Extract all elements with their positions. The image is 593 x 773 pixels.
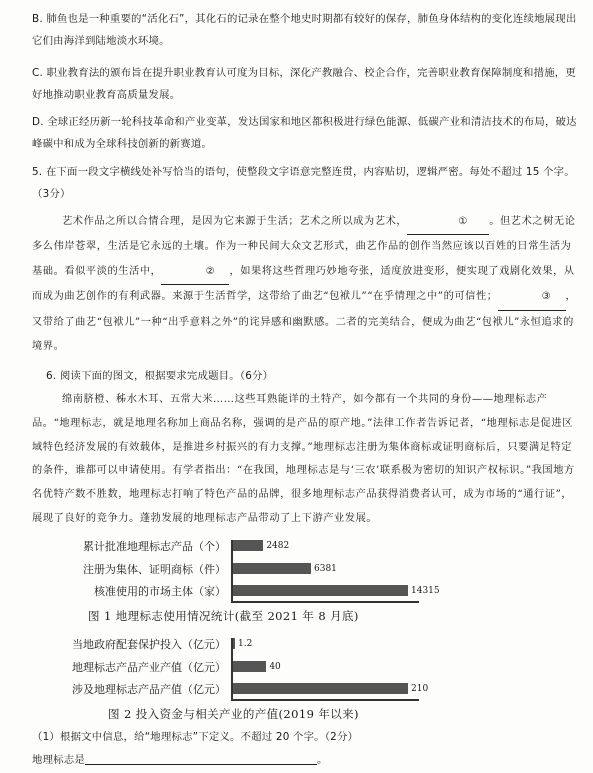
answer-label: 地理标志是 [32,754,85,766]
question-5-passage [32,210,580,359]
option-c: C. 职业教育法的颁布旨在提升职业教育认可度为目标，深化产教融合、校企合作，完善职业教育保障制度和措施，更好地推动职业教育高质量发展。 [32,67,576,101]
chart-2-category-1: 当地政府配套保护投入（亿元） [72,638,226,651]
blank-2[interactable]: ② [161,260,229,285]
chart-2-bar-1 [233,638,235,649]
chart-1-x-axis [231,601,419,603]
passage-part-4: ，又带给了曲艺“包袱儿”一种“出乎意料之外”的诧异感和幽默感。二者的完美结合，便成为曲艺“包袱儿”永恒追求的境界。 [32,291,577,353]
chart-1-category-2: 注册为集体、证明商标（件） [83,563,226,576]
question-6-text: 绵南脐橙、秭水木耳、五常大米……这些耳熟能详的土特产，如今都有一个共同的身份——地理标志产品。“地理标志，就是地理名称加上商品名称，强调的是产品的原产地。”法律工作者告诉记者，“地理标志是促进区域特色经济发展的有效载体，是推进乡村振兴的有力支撑。”地理标志注册为集体商标或证明商标后，只要满足特定的条件，谁都可以申请使用。有学者指出：“在我国，地理标志是与‘三农’联系极为密切的知识产权标识。”我国地方名优特产数不胜数，地理标志打响了特色产品的品牌，很多地理标志产品获得消费者认可，成为市场的“通行证”，展现了良好的竞争力。蓬勃发展的地理标志产品带动了上下游产业发展。 [32,394,575,524]
chart-2-value-3: 210 [411,684,429,694]
chart-2-bar-3 [233,683,408,694]
passage-part-2: 。但艺术之树无论多么伟岸苍翠，生活是它永远的土壤。作为一种民间大众文艺形式，曲艺作品的创作当然应该以百姓的日常生活为基础。看似平淡的生活中， [32,216,576,277]
passage-part-3: ，如果将这些哲理巧妙地夸张，适度放进变形，便实现了戏剧化效果，从而成为曲艺创作的有利武器。来源于生活哲学，这带给了曲艺“包袱儿”“在乎情理之中”的可信性； [32,265,575,303]
passage-part-1: 艺术作品之所以合情合理，是因为它来源于生活；艺术之所以成为艺术， [62,216,408,227]
chart-2-value-2: 40 [269,662,281,672]
chart-1-value-2: 6381 [314,564,337,574]
chart-1-value-1: 2482 [266,541,290,551]
chart-1-value-3: 14315 [411,586,440,596]
chart-2-title: 图 2 投入资金与相关产业的产值(2019 年以来) [108,707,359,721]
option-d: D. 全球正经历新一轮科技革命和产业变革，发达国家和地区都积极进行绿色能源、低碳产业和清洁技术的布局，破达峰碳中和成为全球科技创新的新赛道。 [32,116,577,150]
chart-2-value-1: 1.2 [238,639,253,649]
question-5-prompt: 5. 在下面一段文字横线处补写恰当的语句，使整段文字语意完整连贯，内容贴切，逻辑严密。每处不超过 15 个字。（3分） [32,166,575,200]
blank-1[interactable]: ① [407,210,489,235]
chart-2-bar-2 [233,661,266,672]
chart-1-bar-3 [233,585,408,596]
option-b: B. 肺鱼也是一种重要的“活化石”，其化石的记录在整个地史时期都有较好的保存，肺鱼身体结构的变化连续地展现出它们由海洋到陆地淡水环境。 [32,13,577,47]
chart-1-bar-2 [233,563,311,574]
answer-end: 。 [316,754,328,766]
answer-blank[interactable] [85,752,317,765]
chart-2-category-2: 地理标志产品产业产值（亿元） [72,661,226,674]
chart-1 [46,538,466,630]
chart-2-x-axis [231,699,419,701]
question-6-prompt: 6. 阅读下面的图文，根据要求完成题目。（6分） [46,370,274,382]
blank-3[interactable]: ③ [498,285,566,310]
chart-1-title: 图 1 地理标志使用情况统计(截至 2021 年 8 月底) [88,609,359,623]
chart-2-category-3: 涉及地理标志产品产值（亿元） [72,683,226,696]
question-6-sub-1: （1）根据文中信息，给“地理标志”下定义。不超过 20 个字。（2分） [32,731,359,743]
chart-2 [46,636,466,728]
chart-1-bar-1 [233,540,263,551]
answer-line [32,749,580,771]
chart-1-category-3: 核准使用的市场主体（家） [94,585,226,598]
chart-1-category-1: 累计批准地理标志产品（个） [83,540,226,553]
